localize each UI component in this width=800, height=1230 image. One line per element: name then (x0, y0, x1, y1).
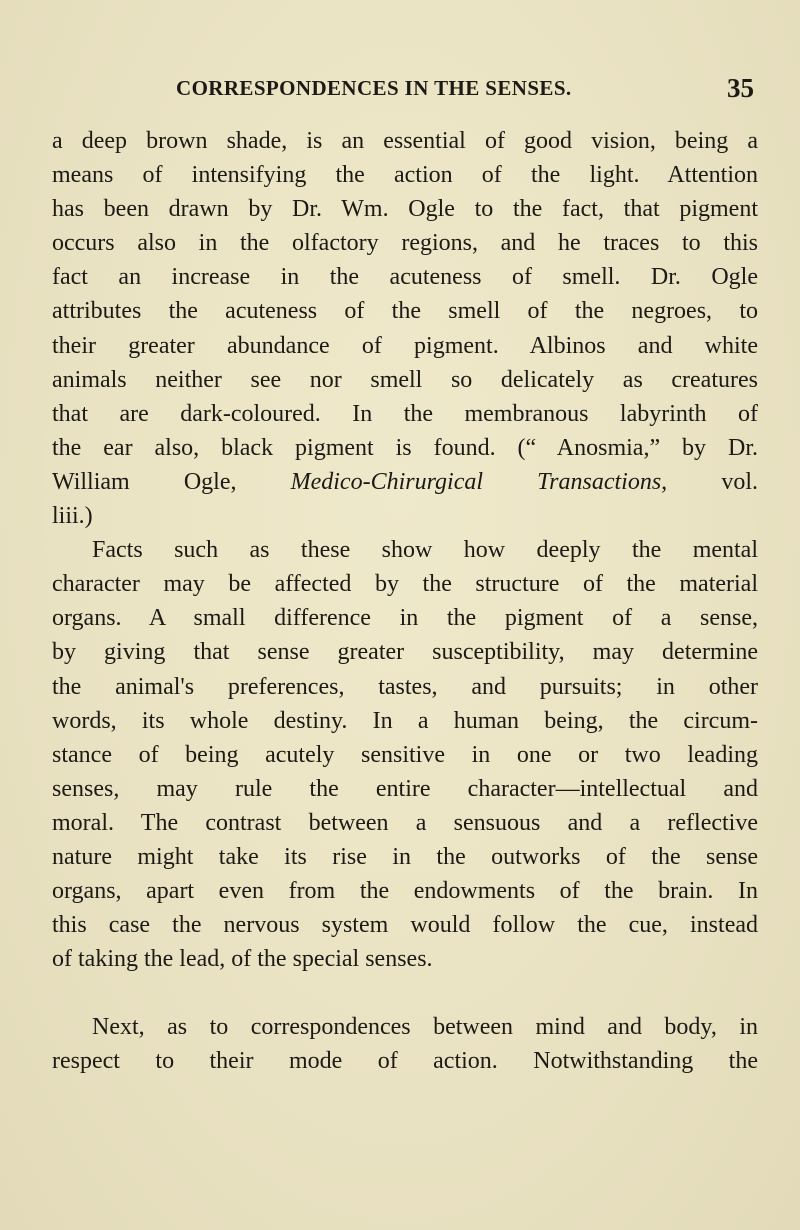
text-line: moral. The contrast between a sensuous and a reflective (52, 809, 758, 836)
text-line: respect to their mode of action. Notwithstanding the (52, 1048, 758, 1075)
paragraph-3 (52, 1010, 758, 1078)
citation-line (52, 465, 758, 499)
text-line: of taking the lead, of the special senses. (52, 946, 433, 973)
text-line: stance of being acutely sensitive in one or two leading (52, 741, 758, 768)
text-line: Next, as to correspondences between mind and body, in (92, 1014, 758, 1041)
citation-volume: vol. (667, 468, 758, 495)
text-line: this case the nervous system would follow the cue, instead (52, 912, 758, 939)
text-line: attributes the acuteness of the smell of the negroes, to (52, 298, 758, 325)
page-header (52, 73, 758, 106)
text-line: animals neither see nor smell so delicately as creatures (52, 366, 758, 393)
page-number: 35 (727, 73, 754, 103)
text-line: occurs also in the olfactory regions, and he traces to this (52, 230, 758, 257)
text-line: organs, apart even from the endowments of the brain. In (52, 878, 758, 905)
text-line: liii.) (52, 503, 93, 530)
text-line: their greater abundance of pigment. Albinos and white (52, 332, 758, 359)
text-line: character may be affected by the structure of the material (52, 571, 758, 598)
text-line: by giving that sense greater susceptibility, may determine (52, 639, 758, 666)
journal-title: Medico-Chirurgical Transactions, (290, 468, 668, 495)
citation-author: William Ogle, (52, 468, 291, 495)
text-line: means of intensifying the action of the light. Attention (52, 162, 758, 189)
body-text (52, 124, 758, 1079)
text-line: Facts such as these show how deeply the mental (92, 537, 758, 564)
text-line: that are dark-coloured. In the membranous labyrinth of (52, 400, 758, 427)
section-gap (52, 976, 758, 1010)
text-line: the ear also, black pigment is found. (“ Anosmia,” by Dr. (52, 434, 758, 461)
running-title: CORRESPONDENCES IN THE SENSES. (176, 76, 572, 100)
text-line: nature might take its rise in the outworks of the sense (52, 843, 758, 870)
text-line: senses, may rule the entire character—intellectual and (52, 775, 758, 802)
text-line: a deep brown shade, is an essential of good vision, being a (52, 128, 758, 154)
text-line: words, its whole destiny. In a human being, the circum- (52, 707, 758, 734)
text-line: the animal's preferences, tastes, and pursuits; in other (52, 673, 758, 700)
paragraph-2 (52, 533, 758, 976)
text-line: fact an increase in the acuteness of smell. Dr. Ogle (52, 264, 758, 291)
text-line: has been drawn by Dr. Wm. Ogle to the fact, that pigment (52, 196, 758, 223)
text-line: organs. A small difference in the pigment of a sense, (52, 605, 758, 632)
paragraph-1 (52, 124, 758, 533)
